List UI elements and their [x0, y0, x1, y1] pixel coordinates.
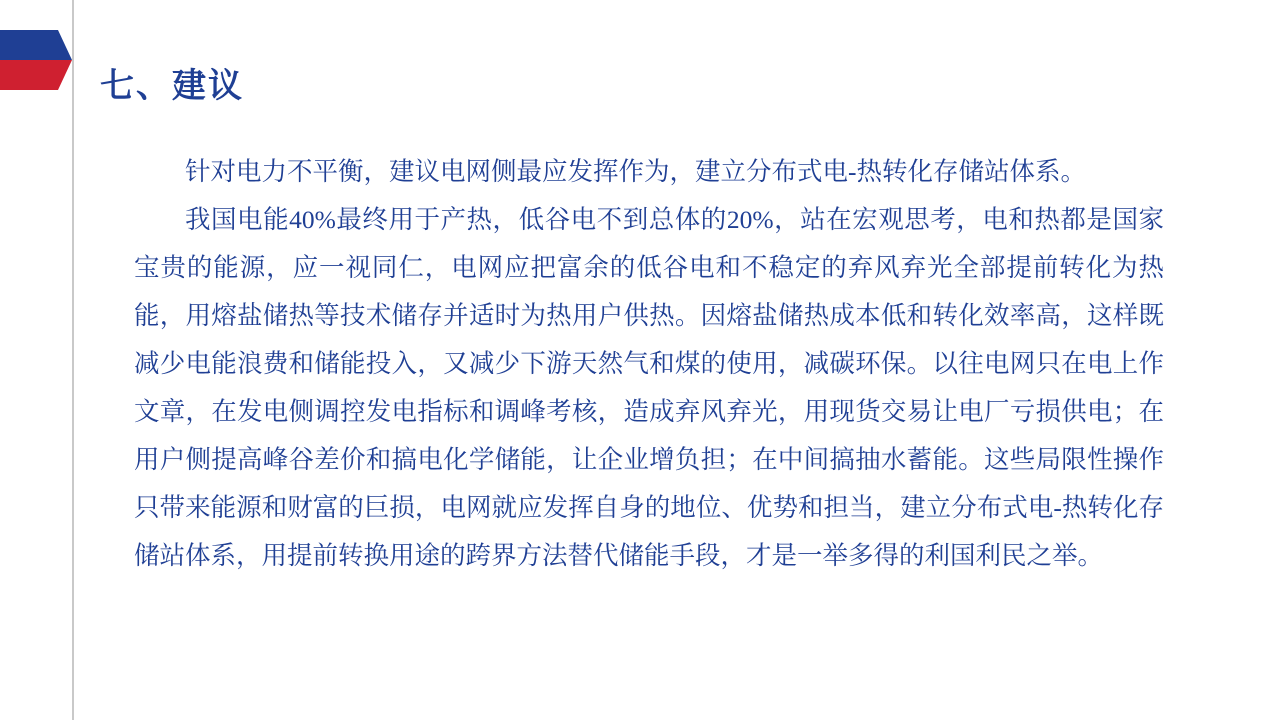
- left-vertical-divider: [72, 0, 74, 720]
- slide-body: [134, 148, 1164, 580]
- body-paragraph: 针对电力不平衡，建议电网侧最应发挥作为，建立分布式电-热转化存储站体系。: [185, 157, 1086, 186]
- body-paragraph: 我国电能40%最终用于产热，低谷电不到总体的20%，站在宏观思考，电和热都是国家宝贵的能源，应一视同仁，电网应把富余的低谷电和不稳定的弃风弃光全部提前转化为热能，用熔盐储热等技术储存并适时为热用户供热。因熔盐储热成本低和转化效率高，这样既减少电能浪费和储能投入，又减少下游天然气和煤的使用，减碳环保。以往电网只在电上作文章，在发电侧调控发电指标和调峰考核，造成弃风弃光，用现货交易让电厂亏损供电；在用户侧提高峰谷差价和搞电化学储能，让企业增负担；在中间搞抽水蓄能。这些局限性操作只带来能源和财富的巨损，电网就应发挥自身的地位、优势和担当，建立分布式电-热转化存储站体系，用提前转换用途的跨界方法替代储能手段，才是一举多得的利国利民之举。: [134, 205, 1164, 570]
- decor-blue-shape: [0, 30, 72, 60]
- slide-title: 七、建议: [100, 67, 244, 105]
- decor-red-shape: [0, 60, 72, 90]
